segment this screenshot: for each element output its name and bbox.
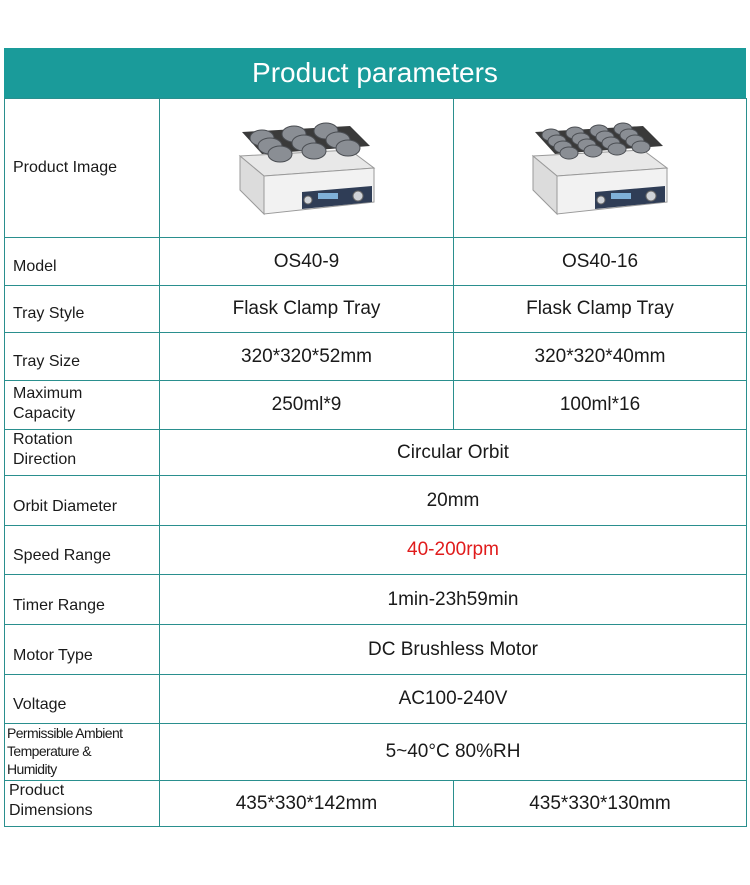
tray-style-a: Flask Clamp Tray — [160, 286, 454, 333]
parameters-table — [4, 98, 747, 827]
shaker-image-os40-16 — [525, 110, 675, 222]
row-orbit — [5, 476, 747, 526]
label-line: Product — [9, 782, 65, 799]
row-label: Tray Style — [5, 286, 160, 333]
row-rotation — [5, 430, 747, 476]
voltage-value: AC100-240V — [160, 675, 747, 724]
row-motor — [5, 625, 747, 675]
label-line: Rotation — [13, 431, 73, 448]
shaker-image-os40-9 — [232, 110, 382, 222]
label-line: Dimensions — [9, 802, 93, 819]
row-label: Motor Type — [5, 625, 160, 675]
row-label: Product Image — [5, 99, 160, 238]
row-tray-style — [5, 286, 747, 333]
page-title-banner — [4, 48, 746, 98]
page-title: Product parameters — [252, 57, 498, 88]
speed-value: 40-200rpm — [160, 526, 747, 575]
row-label: Timer Range — [5, 575, 160, 625]
product-image-16 — [454, 99, 747, 238]
rotation-value: Circular Orbit — [160, 430, 747, 476]
row-label: Orbit Diameter — [5, 476, 160, 526]
label-line: Temperature & — [7, 743, 92, 759]
row-label: Tray Size — [5, 333, 160, 381]
capacity-a: 250ml*9 — [160, 381, 454, 430]
tray-size-b: 320*320*40mm — [454, 333, 747, 381]
row-label — [5, 724, 160, 781]
row-label — [5, 381, 160, 430]
row-ambient — [5, 724, 747, 781]
label-line: Maximum — [13, 385, 83, 402]
row-tray-size — [5, 333, 747, 381]
row-voltage — [5, 675, 747, 724]
row-timer — [5, 575, 747, 625]
timer-value: 1min-23h59min — [160, 575, 747, 625]
row-product-image — [5, 99, 747, 238]
ambient-value: 5~40°C 80%RH — [160, 724, 747, 781]
row-label: Speed Range — [5, 526, 160, 575]
row-label — [5, 781, 160, 827]
model-os40-9: OS40-9 — [160, 238, 454, 286]
row-label: Voltage — [5, 675, 160, 724]
row-model — [5, 238, 747, 286]
dimensions-a: 435*330*142mm — [160, 781, 454, 827]
row-dimensions — [5, 781, 747, 827]
row-label: Model — [5, 238, 160, 286]
label-line: Direction — [13, 451, 77, 468]
tray-size-a: 320*320*52mm — [160, 333, 454, 381]
row-capacity — [5, 381, 747, 430]
tray-style-b: Flask Clamp Tray — [454, 286, 747, 333]
product-image-9 — [160, 99, 454, 238]
orbit-value: 20mm — [160, 476, 747, 526]
capacity-b: 100ml*16 — [454, 381, 747, 430]
label-line: Permissible Ambient — [7, 725, 123, 741]
row-speed — [5, 526, 747, 575]
motor-value: DC Brushless Motor — [160, 625, 747, 675]
label-line: Humidity — [7, 761, 57, 777]
dimensions-b: 435*330*130mm — [454, 781, 747, 827]
label-line: Capacity — [13, 405, 76, 422]
row-label — [5, 430, 160, 476]
model-os40-16: OS40-16 — [454, 238, 747, 286]
